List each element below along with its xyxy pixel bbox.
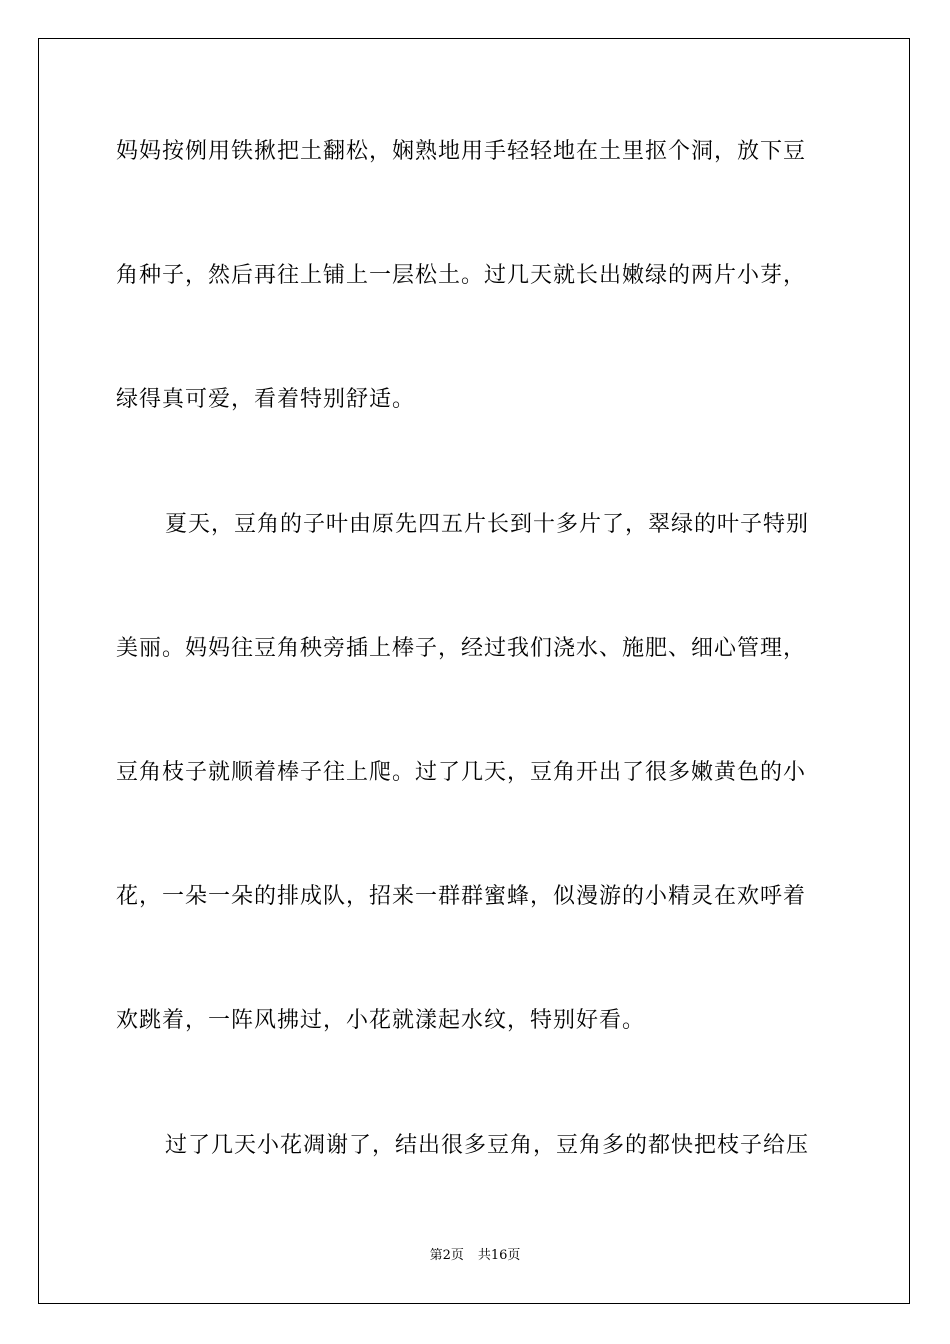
document-body <box>116 127 832 1171</box>
current-page-number: 第2页 <box>429 1248 464 1263</box>
text-line-1: 妈妈按例用铁揪把土翻松，娴熟地用手轻轻地在土里抠个洞，放下豆 <box>116 139 807 164</box>
total-page-count: 共16页 <box>477 1248 521 1263</box>
text-line-6: 豆角枝子就顺着棒子往上爬。过了几天，豆角开出了很多嫩黄色的小 <box>116 759 807 785</box>
text-line-8: 欢跳着，一阵风拂过，小花就漾起水纹，特别好看。 <box>116 1008 646 1034</box>
text-line-7: 花，一朵一朵的排成队，招来一群群蜜蜂，似漫游的小精灵在欢呼着 <box>116 884 807 910</box>
text-line-9: 过了几天小花凋谢了，结出很多豆角，豆角多的都快把枝子给压 <box>165 1132 810 1158</box>
page-footer <box>0 1247 950 1265</box>
text-line-2: 角种子，然后再往上铺上一层松土。过几天就长出嫩绿的两片小芽， <box>116 263 807 289</box>
text-line-4: 夏天，豆角的子叶由原先四五片长到十多片了，翠绿的叶子特别 <box>165 511 810 537</box>
text-line-5: 美丽。妈妈往豆角秧旁插上棒子，经过我们浇水、施肥、细心管理， <box>116 635 807 661</box>
text-line-3: 绿得真可爱，看着特别舒适。 <box>116 387 416 413</box>
